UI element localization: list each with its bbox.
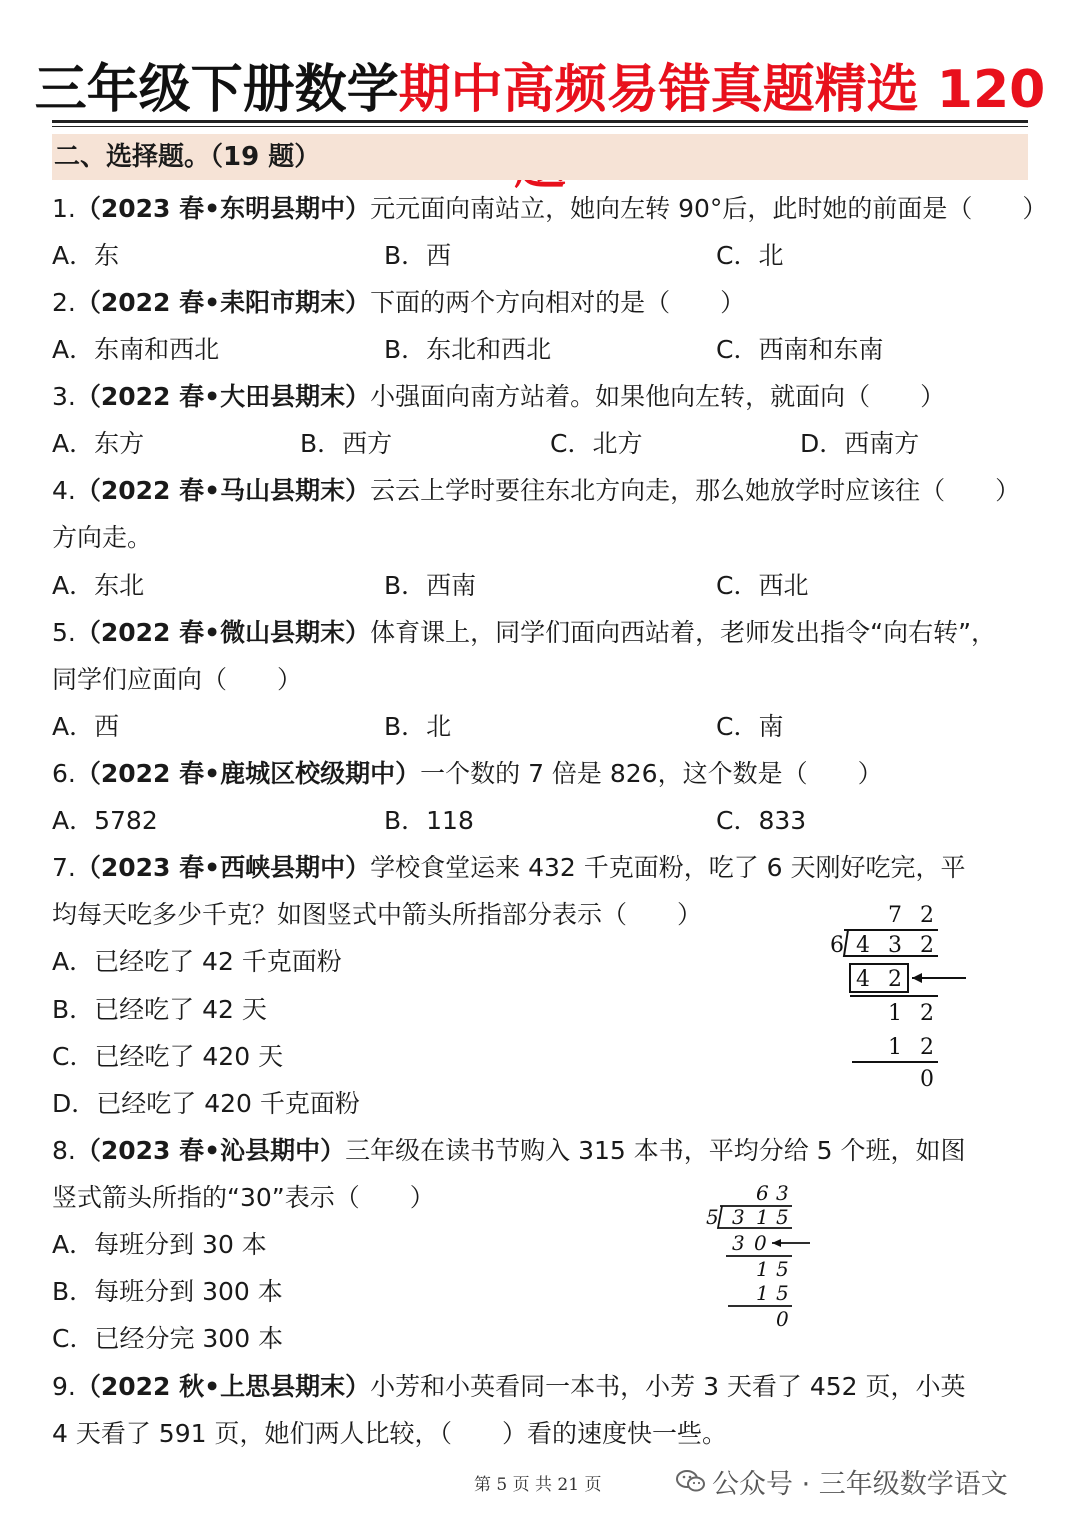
question-3 (52, 380, 945, 414)
q6-option-c[interactable]: C．833 (716, 806, 807, 835)
q2-option-b[interactable]: B．东北和西北 (384, 335, 552, 364)
q3-option-d[interactable]: D．西南方 (800, 429, 920, 458)
question-1 (52, 192, 1047, 226)
q3-number: 3. (52, 382, 76, 411)
q7-quotient-digit: 2 (920, 903, 934, 928)
q8-divisor: 5 (706, 1205, 719, 1229)
q7-product-digit: 4 (856, 967, 870, 992)
q7-division-figure (820, 900, 980, 1096)
q8-source: （2023 春•沁县期中） (75, 1136, 346, 1165)
q7-arrow-icon (912, 973, 922, 983)
q8-division-figure (698, 1178, 818, 1330)
q4-number: 4. (52, 476, 76, 505)
q6-text: 一个数的 7 倍是 826，这个数是（ ） (420, 759, 883, 788)
q1-option-a[interactable]: A．东 (52, 241, 120, 270)
q7-quotient-digit: 7 (888, 903, 902, 928)
q8-final-remainder: 0 (776, 1307, 789, 1330)
q8-arrow-icon (772, 1239, 781, 1247)
q3-source: （2022 春•大田县期末） (75, 382, 371, 411)
question-5 (52, 616, 996, 650)
page-number: 第 5 页 共 21 页 (474, 1475, 602, 1495)
q1-number: 1. (52, 194, 76, 223)
q8-product-digit: 1 (756, 1281, 769, 1305)
q8-text-line2: 竖式箭头所指的“30”表示（ ） (52, 1183, 435, 1212)
q7-source: （2023 春•西峡县期中） (75, 853, 371, 882)
q9-number: 9. (52, 1372, 76, 1401)
q9-text: 小芳和小英看同一本书，小芳 3 天看了 452 页，小英 (370, 1372, 966, 1401)
q8-product-digit: 5 (776, 1281, 789, 1305)
title-rule-thin (52, 126, 1028, 127)
q5-option-c[interactable]: C．南 (716, 712, 784, 741)
q7-product-digit: 2 (888, 967, 902, 992)
q4-text-line2: 方向走。 (52, 523, 153, 552)
q4-option-a[interactable]: A．东北 (52, 571, 145, 600)
q8-option-b[interactable]: B．每班分到 300 本 (52, 1277, 283, 1306)
q2-number: 2. (52, 288, 76, 317)
q8-option-c[interactable]: C．已经分完 300 本 (52, 1324, 284, 1353)
q6-source: （2022 春•鹿城区校级期中） (75, 759, 421, 788)
q3-text: 小强面向南方站着。如果他向左转，就面向（ ） (370, 382, 946, 411)
q8-quotient-digit: 3 (776, 1181, 789, 1205)
q1-option-b[interactable]: B．西 (384, 241, 452, 270)
q5-source: （2022 春•微山县期末） (75, 618, 371, 647)
q5-option-b[interactable]: B．北 (384, 712, 452, 741)
q7-dividend-digit: 3 (888, 933, 902, 958)
q7-divisor: 6 (830, 933, 844, 958)
q8-quotient-digit: 6 (756, 1181, 769, 1205)
q4-option-b[interactable]: B．西南 (384, 571, 477, 600)
q5-number: 5. (52, 618, 76, 647)
wechat-icon (676, 1469, 706, 1493)
q2-option-c[interactable]: C．西南和东南 (716, 335, 884, 364)
q7-option-d[interactable]: D．已经吃了 420 千克面粉 (52, 1089, 360, 1118)
q7-dividend-digit: 4 (856, 933, 870, 958)
q7-option-c[interactable]: C．已经吃了 420 天 (52, 1042, 284, 1071)
q7-dividend-digit: 2 (920, 933, 934, 958)
q8-product-digit: 3 (732, 1231, 745, 1255)
q7-remainder-digit: 2 (920, 1001, 934, 1026)
q8-text: 三年级在读书节购入 315 本书，平均分给 5 个班，如图 (345, 1136, 966, 1165)
q7-final-remainder: 0 (920, 1067, 934, 1092)
q7-option-b[interactable]: B．已经吃了 42 天 (52, 995, 267, 1024)
q7-remainder-digit: 1 (888, 1001, 902, 1026)
q1-option-c[interactable]: C．北 (716, 241, 784, 270)
q9-source: （2022 秋•上思县期末） (75, 1372, 371, 1401)
q5-text-line2: 同学们应面向（ ） (52, 665, 303, 694)
q8-option-a[interactable]: A．每班分到 30 本 (52, 1230, 267, 1259)
q8-remainder-digit: 1 (756, 1257, 769, 1281)
q1-text: 元元面向南站立，她向左转 90°后，此时她的前面是（ ） (370, 194, 1048, 223)
q3-option-a[interactable]: A．东方 (52, 429, 145, 458)
question-4 (52, 474, 1020, 508)
q4-option-c[interactable]: C．西北 (716, 571, 809, 600)
watermark-text: 公众号 · 三年级数学语文 (712, 1469, 1008, 1500)
q2-text: 下面的两个方向相对的是（ ） (370, 288, 746, 317)
q5-option-a[interactable]: A．西 (52, 712, 120, 741)
q8-number: 8. (52, 1136, 76, 1165)
q6-option-b[interactable]: B．118 (384, 806, 474, 835)
q7-text: 学校食堂运来 432 千克面粉，吃了 6 天刚好吃完，平 (370, 853, 966, 882)
question-2 (52, 286, 745, 320)
title-rule-thick (52, 120, 1028, 123)
q8-dividend-digit: 5 (776, 1205, 789, 1229)
question-8 (52, 1134, 966, 1168)
question-9 (52, 1370, 966, 1404)
q9-text-line2: 4 天看了 591 页，她们两人比较，（ ）看的速度快一些。 (52, 1419, 727, 1448)
q4-source: （2022 春•马山县期末） (75, 476, 371, 505)
q7-text-line2: 均每天吃多少千克？如图竖式中箭头所指部分表示（ ） (52, 900, 703, 929)
section-header: 二、选择题。（19 题） (52, 134, 1028, 180)
question-7 (52, 851, 966, 885)
q7-product-digit: 1 (888, 1035, 902, 1060)
q3-option-c[interactable]: C．北方 (550, 429, 643, 458)
q2-option-a[interactable]: A．东南和西北 (52, 335, 220, 364)
q2-source: （2022 春•耒阳市期末） (75, 288, 371, 317)
q6-option-a[interactable]: A．5782 (52, 806, 158, 835)
q8-dividend-digit: 1 (756, 1205, 769, 1229)
q7-number: 7. (52, 853, 76, 882)
q5-text: 体育课上，同学们面向西站着，老师发出指令“向右转”， (370, 618, 997, 647)
q8-remainder-digit: 5 (776, 1257, 789, 1281)
q7-option-a[interactable]: A．已经吃了 42 千克面粉 (52, 947, 342, 976)
q8-product-digit: 0 (754, 1231, 767, 1255)
q4-text: 云云上学时要往东北方向走，那么她放学时应该往（ ） (370, 476, 1021, 505)
title-part2: 期中高频易错真题精选 120 (398, 60, 1046, 120)
q8-dividend-digit: 3 (732, 1205, 745, 1229)
q7-product-digit: 2 (920, 1035, 934, 1060)
question-6 (52, 757, 883, 791)
page-title (0, 52, 1080, 204)
q3-option-b[interactable]: B．西方 (300, 429, 393, 458)
q6-number: 6. (52, 759, 76, 788)
title-part1: 三年级下册数学 (34, 60, 399, 120)
q1-source: （2023 春•东明县期中） (75, 194, 371, 223)
